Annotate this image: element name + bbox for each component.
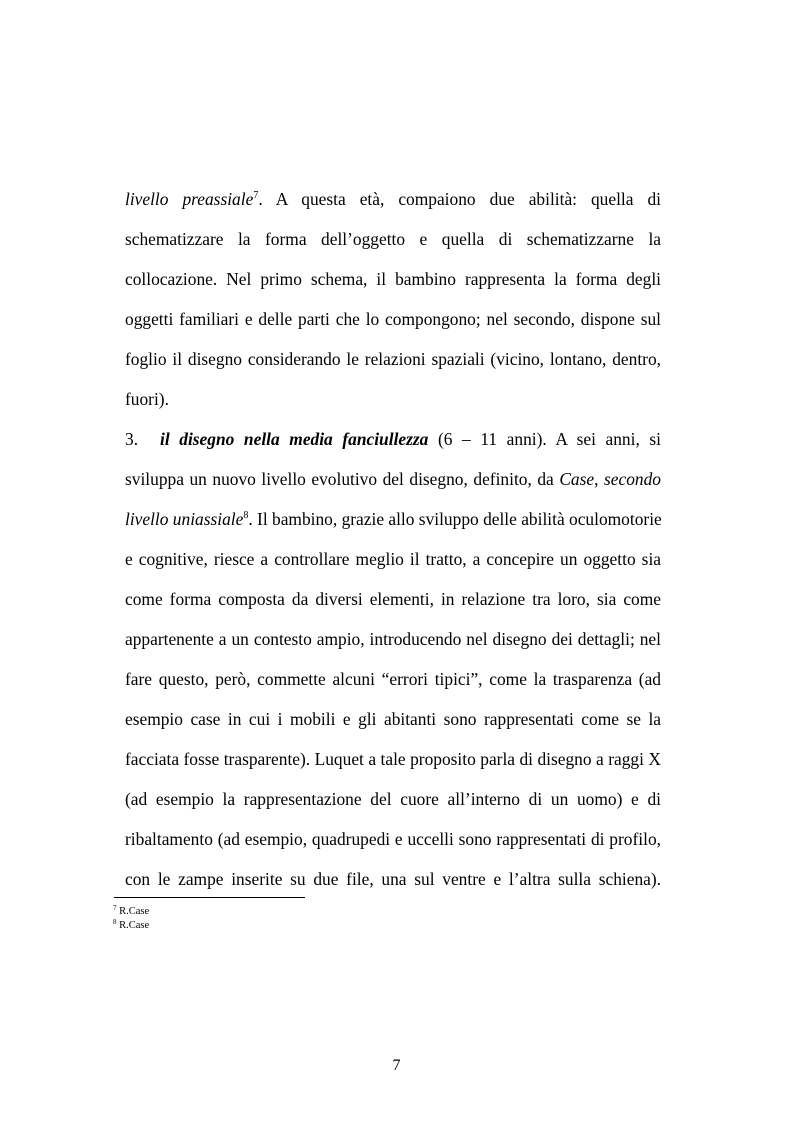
list-number: 3.	[125, 429, 139, 449]
text-line	[125, 707, 661, 731]
italic-text: livello preassiale	[125, 189, 254, 209]
text-run: con le zampe inserite su due file, una sul ventre e l’altra sulla schiena).	[125, 869, 661, 889]
footnote-text: R.Case	[116, 920, 150, 931]
text-run: come forma composta da diversi elementi, in relazione tra loro, sia come	[125, 589, 661, 609]
section-heading-text: il disegno nella media fanciullezza	[160, 429, 429, 449]
footnote-number: 8	[113, 918, 117, 926]
text-line	[125, 267, 661, 291]
text-line	[125, 427, 661, 451]
text-run: oggetti familiari e delle parti che lo compongono; nel secondo, dispone sul	[125, 309, 661, 329]
text-run: (ad esempio la rappresentazione del cuore all’interno di un uomo) e di	[125, 789, 661, 809]
text-line	[125, 507, 661, 531]
italic-text: secondo	[604, 469, 661, 489]
text-run: (6 – 11 anni). A sei anni, si	[428, 429, 662, 449]
footnote-text: R.Case	[116, 906, 150, 917]
text-run: fare questo, però, commette alcuni “errori tipici”, come la trasparenza (ad	[125, 669, 661, 689]
text-run: . A questa età, compaiono due abilità: quella di	[258, 189, 661, 209]
text-line	[125, 747, 661, 771]
text-line	[125, 667, 661, 691]
text-line	[125, 587, 661, 611]
footnote-number: 7	[113, 904, 117, 912]
footnote-8	[113, 919, 149, 932]
text-line	[125, 627, 661, 651]
text-line	[125, 187, 661, 211]
text-run: . Il bambino, grazie allo sviluppo delle abilità oculomotorie	[248, 509, 662, 529]
footnote-7	[113, 905, 149, 918]
text-line	[125, 467, 661, 491]
text-line	[125, 547, 661, 571]
footnote-reference: 8	[243, 510, 249, 521]
footnote-reference: 7	[253, 190, 259, 201]
text-run: collocazione. Nel primo schema, il bambino rappresenta la forma degli	[125, 269, 661, 289]
text-line	[125, 307, 661, 331]
italic-text: Case	[559, 469, 595, 489]
text-run: esempio case in cui i mobili e gli abitanti sono rappresentati come se la	[125, 709, 661, 729]
text-line	[125, 827, 661, 851]
text-run: e cognitive, riesce a controllare meglio il tratto, a concepire un oggetto sia	[125, 549, 661, 569]
text-run: sviluppa un nuovo livello evolutivo del disegno, definito, da	[125, 469, 560, 489]
page-number: 7	[392, 1057, 401, 1074]
text-line	[125, 347, 661, 371]
text-line	[125, 387, 661, 411]
text-run: ,	[594, 469, 604, 489]
text-run: appartenente a un contesto ampio, introducendo nel disegno dei dettagli; nel	[125, 629, 661, 649]
italic-text: livello uniassiale	[125, 509, 244, 529]
text-run: ribaltamento (ad esempio, quadrupedi e uccelli sono rappresentati di profilo,	[125, 829, 661, 849]
text-run: fuori).	[125, 389, 169, 409]
text-line	[125, 787, 661, 811]
text-line	[125, 227, 661, 251]
footnote-separator	[114, 897, 305, 898]
text-run: foglio il disegno considerando le relazioni spaziali (vicino, lontano, dentro,	[125, 349, 661, 369]
text-run: facciata fosse trasparente). Luquet a tale proposito parla di disegno a raggi X	[125, 749, 661, 769]
text-run: schematizzare la forma dell’oggetto e quella di schematizzarne la	[125, 229, 661, 249]
text-line	[125, 867, 661, 891]
